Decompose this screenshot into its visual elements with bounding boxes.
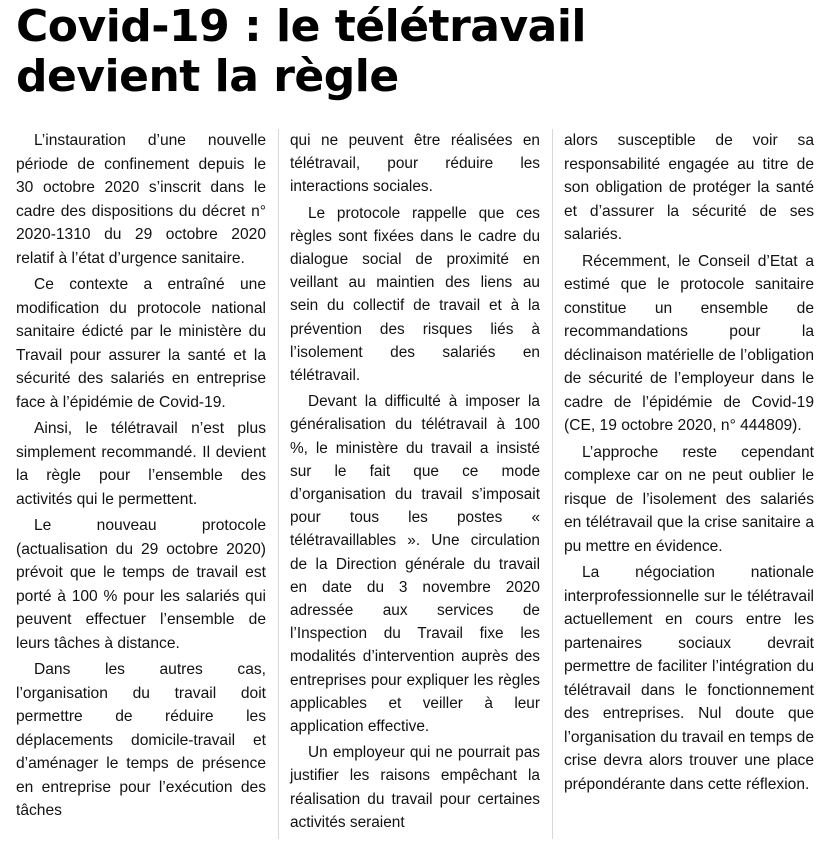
paragraph: alors susceptible de voir sa responsabilité engagée au titre de son obligation de protéger la santé et d’assurer la sécurité de ses salariés. [564, 132, 814, 243]
paragraph: qui ne peuvent être réalisées en télétravail, pour réduire les interactions sociales. [290, 132, 540, 196]
column-divider [552, 129, 553, 839]
paragraph: Devant la difficulté à imposer la généralisation du télétravail à 100 %, le ministère du travail a insisté sur le fait que ce mode d’organisation du travail s’imposait pour tous les postes « télétravaillables ». Une circulation de la Direction générale du travail en date du 3 novembre 2020 adressée aux services de l’Inspection du Travail fixe les modalités d’intervention auprès des entreprises pour expliquer les règles applicables et veiller à leur application effective. [290, 393, 540, 736]
article-title [16, 2, 826, 102]
paragraph: Récemment, le Conseil d’Etat a estimé que le protocole sanitaire constitue un ensemble de recommandations pour la déclinaison matérielle de l’obligation de sécurité de l’employeur dans le cadre de l’épidémie de Covid-19 (CE, 19 octobre 2020, n° 444809). [564, 252, 814, 434]
paragraph: Dans les autres cas, l’organisation du travail doit permettre de réduire les déplacements domicile-travail et d’aménager le temps de présence en entreprise pour l’exécution des tâches [16, 661, 266, 819]
paragraph: Le nouveau protocole (actualisation du 29 octobre 2020) prévoit que le temps de travail est porté à 100 % pour les salariés qui peuvent effectuer l’ensemble de leurs tâches à distance. [16, 517, 266, 652]
paragraph: L’instauration d’une nouvelle période de confinement depuis le 30 octobre 2020 s’inscrit dans le cadre des dispositions du décret n° 2020-1310 du 29 octobre 2020 relatif à l’état d’urgence sanitaire. [16, 132, 266, 267]
paragraph: L’approche reste cependant complexe car on ne peut oublier le risque de l’isolement des salariés en télétravail que la crise sanitaire a pu mettre en évidence. [564, 443, 814, 555]
text-column-3 [564, 129, 814, 799]
paragraph: Ainsi, le télétravail n’est plus simplement recommandé. Il devient la règle pour l’ensemble des activités qui le permettent. [16, 420, 266, 508]
paragraph: Ce contexte a entraîné une modification du protocole national sanitaire édicté par le ministère du Travail pour assurer la santé et la sécurité des salariés en entreprise face à l’épidémie de Covid-19. [16, 276, 266, 411]
title-line-2: devient la règle [16, 51, 399, 102]
title-line-1: Covid-19 : le télétravail [16, 1, 587, 52]
paragraph: Un employeur qui ne pourrait pas justifier les raisons empêchant la réalisation du travail pour certaines activités seraient [290, 744, 540, 831]
text-column-1 [16, 129, 266, 826]
paragraph: Le protocole rappelle que ces règles sont fixées dans le cadre du dialogue social de proximité en veillant au maintien des liens au sein du collectif de travail et à la prévention des risques liés à l’isolement des salariés en télétravail. [290, 204, 540, 385]
column-divider [278, 129, 279, 839]
text-column-2 [290, 129, 540, 837]
paragraph: La négociation nationale interprofessionnelle sur le télétravail actuellement en cours entre les partenaires sociaux devrait permettre de faciliter l’intégration du télétravail dans le fonctionnement des entreprises. Nul doute que l’organisation du travail en temps de crise devra alors trouver une place prépondérante dans cette réflexion. [564, 564, 814, 793]
